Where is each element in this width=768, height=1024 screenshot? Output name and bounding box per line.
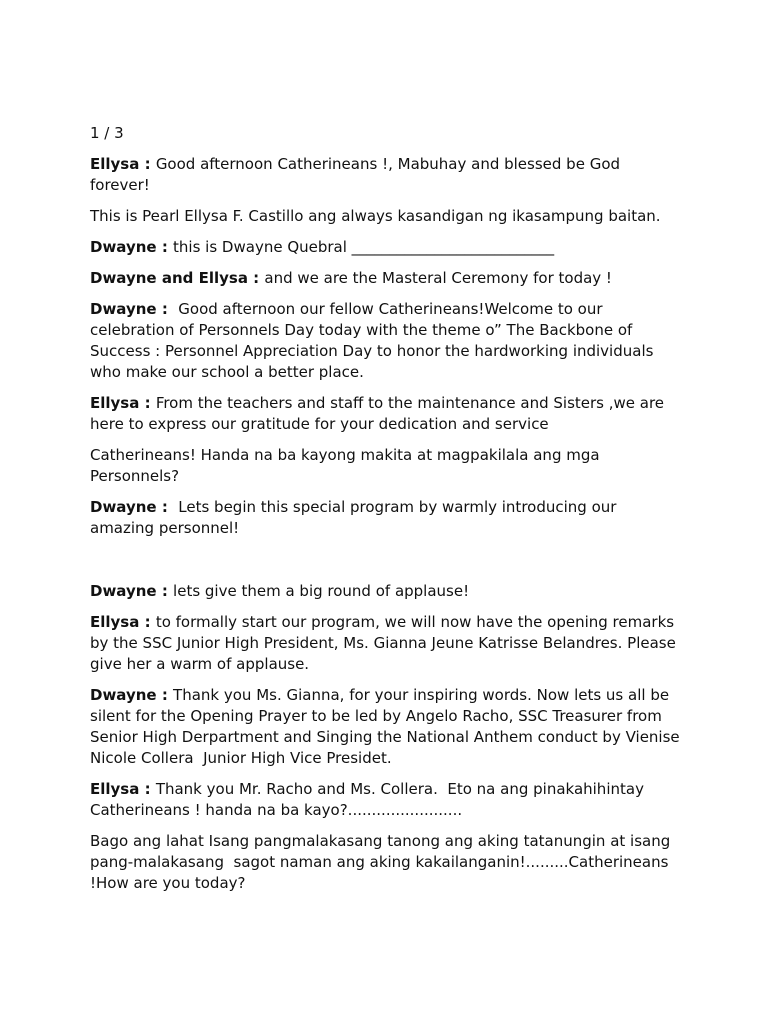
script-line-1 — [90, 154, 682, 196]
line-text: this is Dwayne Quebral ___________________________ — [173, 238, 555, 256]
speaker-label: Dwayne : — [90, 300, 179, 318]
script-line-10 — [90, 612, 682, 675]
line-text: lets give them a big round of applause! — [173, 582, 470, 600]
script-line-11 — [90, 685, 685, 769]
line-text: Lets begin this special program by warmly introducing our amazing personnel! — [90, 498, 622, 537]
line-text: Bago ang lahat Isang pangmalakasang tanong ang aking tatanungin at isang pang-malakasang sagot naman ang aking kakailanganin!.........Catherineans !How are you today? — [90, 832, 676, 892]
speaker-label: Ellysa : — [90, 155, 156, 173]
speaker-label: Ellysa : — [90, 780, 156, 798]
speaker-label: Dwayne : — [90, 686, 174, 704]
line-text: Catherineans! Handa na ba kayong makita at magpakilala ang mga Personnels? — [90, 446, 605, 485]
speaker-label: Ellysa : — [90, 394, 156, 412]
line-text: to formally start our program, we will now have the opening remarks by the SSC Junior High President, Ms. Gianna Jeune Katrisse Belandres. Please give her a warm of applause. — [90, 613, 681, 673]
document-body — [90, 123, 685, 904]
script-line-13 — [90, 831, 682, 894]
line-text: From the teachers and staff to the maintenance and Sisters ,we are here to express our gratitude for your dedication and service — [90, 394, 669, 433]
speaker-label: Dwayne and Ellysa : — [90, 269, 265, 287]
speaker-label: Dwayne : — [90, 238, 174, 256]
script-line-12 — [90, 779, 682, 821]
script-line-9 — [90, 581, 682, 602]
line-text: Good afternoon our fellow Catherineans!Welcome to our celebration of Personnels Day today with the theme o” The Backbone of Success : Personnel Appreciation Day to honor the hardworking individuals who make our school a better place. — [90, 300, 659, 381]
script-line-5 — [90, 299, 682, 383]
speaker-label: Dwayne : — [90, 498, 179, 516]
script-line-3 — [90, 237, 682, 258]
script-line-8 — [90, 497, 682, 539]
script-line-4 — [90, 268, 682, 289]
line-text: This is Pearl Ellysa F. Castillo ang always kasandigan ng ikasampung baitan. — [90, 207, 661, 225]
line-text: Thank you Ms. Gianna, for your inspiring words. Now lets us all be silent for the Opening Prayer to be led by Angelo Racho, SSC Treasurer from Senior High Derpartment and Singing the National Anthem conduct by Vienise Nicole Collera Junior High Vice Presidet. — [90, 686, 685, 767]
line-text: Thank you Mr. Racho and Ms. Collera. Eto na ang pinakahihintay Catherineans ! handa na ba kayo?........................ — [90, 780, 649, 819]
script-line-7 — [90, 445, 682, 487]
speaker-label: Dwayne : — [90, 582, 174, 600]
script-line-2 — [90, 206, 682, 227]
line-text: and we are the Masteral Ceremony for today ! — [264, 269, 612, 287]
speaker-label: Ellysa : — [90, 613, 156, 631]
script-line-6 — [90, 393, 682, 435]
line-text: Good afternoon Catherineans !, Mabuhay and blessed be God forever! — [90, 155, 625, 194]
page-counter: 1 / 3 — [90, 124, 124, 142]
